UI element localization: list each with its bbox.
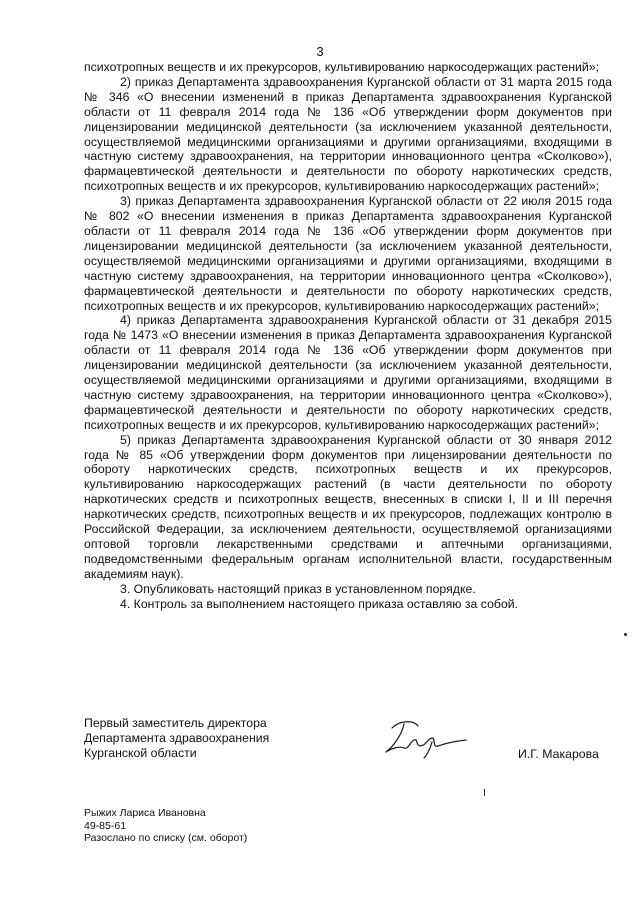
paragraph-control: 4. Контроль за выполнением настоящего приказа оставляю за собой. [120,596,519,611]
paragraph-item-2: 2) приказ Департамента здравоохранения Курганской области от 31 марта 2015 года № 346 «О внесении изменений в приказ Департамента здравоохранения Курганской области от 11 февраля 2014 года № 136 «Об утверждении форм документов при лицензировании медицинской деятельности (за исключением указанной деятельности, осуществляемой медицинскими организациями и другими организациями, входящими в частную систему здравоохранения, на территории инновационного центра «Сколково»), фармацевтической деятельности и деятельности по обороту наркотических средств, психотропных веществ и их прекурсоров, культивированию наркосодержащих растений»; [84,74,612,194]
paragraph-continuation: психотропных веществ и их прекурсоров, культивированию наркосодержащих растений»; [84,60,600,74]
handwritten-signature [380,712,470,762]
paragraph-item-4: 4) приказ Департамента здравоохранения Курганской области от 31 декабря 2015 года № 1473 «О внесении изменения в приказ Департамента здравоохранения Курганской области от 11 февраля 2014 года № 136 «Об утверждении форм документов при лицензировании медицинской деятельности (за исключением указанной деятельности, осуществляемой медицинскими организациями и другими организациями, входящими в частную систему здравоохранения, на территории инновационного центра «Сколково»), фармацевтической деятельности и деятельности по обороту наркотических средств, психотропных веществ и их прекурсоров, культивированию наркосодержащих растений»; [84,313,612,432]
signatory-name: И.Г. Макарова [518,747,599,761]
position-line-2: Департамента здравоохранения [84,731,270,746]
margin-dot [624,633,627,636]
position-line-3: Курганской области [84,746,197,761]
executor-block [84,807,247,845]
position-line-1: Первый заместитель директора [84,716,267,730]
paragraph-publish: 3. Опубликовать настоящий приказ в установленном порядке. [120,581,476,596]
executor-name: Рыжих Лариса Ивановна [84,807,206,819]
executor-phone: 49-85-61 [84,819,127,832]
paragraph-item-5: 5) приказ Департамента здравоохранения Курганской области от 30 января 2012 года № 85 «Об утверждении форм документов при лицензировании деятельности по обороту наркотических средств, психотропных веществ и их прекурсоров, культивированию наркосодержащих растений (в части деятельности по обороту наркотических средств и психотропных веществ, внесенных в списки I, II и III перечня наркотических средств, психотропных веществ и их прекурсоров, подлежащих контролю в Российской Федерации, за исключением деятельности, осуществляемой организациями оптовой торговли лекарственными средствами и аптечными организациями, подведомственными федеральным органам исполнительной власти, государственным академиям наук). [84,432,612,581]
document-body [84,60,612,612]
signatory-position [84,716,269,762]
distribution-note: Разослано по списку (см. оборот) [84,832,248,845]
paragraph-item-3: 3) приказ Департамента здравоохранения Курганской области от 22 июля 2015 года № 802 «О внесении изменения в приказ Департамента здравоохранения Курганской области от 11 февраля 2014 года № 136 «Об утверждении форм документов при лицензировании медицинской деятельности (за исключением указанной деятельности, осуществляемой медицинскими организациями и другими организациями, входящими в частную систему здравоохранения, на территории инновационного центра «Сколково»), фармацевтической деятельности и деятельности по обороту наркотических средств, психотропных веществ и их прекурсоров, культивированию наркосодержащих растений»; [84,194,612,313]
margin-tick [484,789,485,796]
page-number: 3 [316,44,324,59]
